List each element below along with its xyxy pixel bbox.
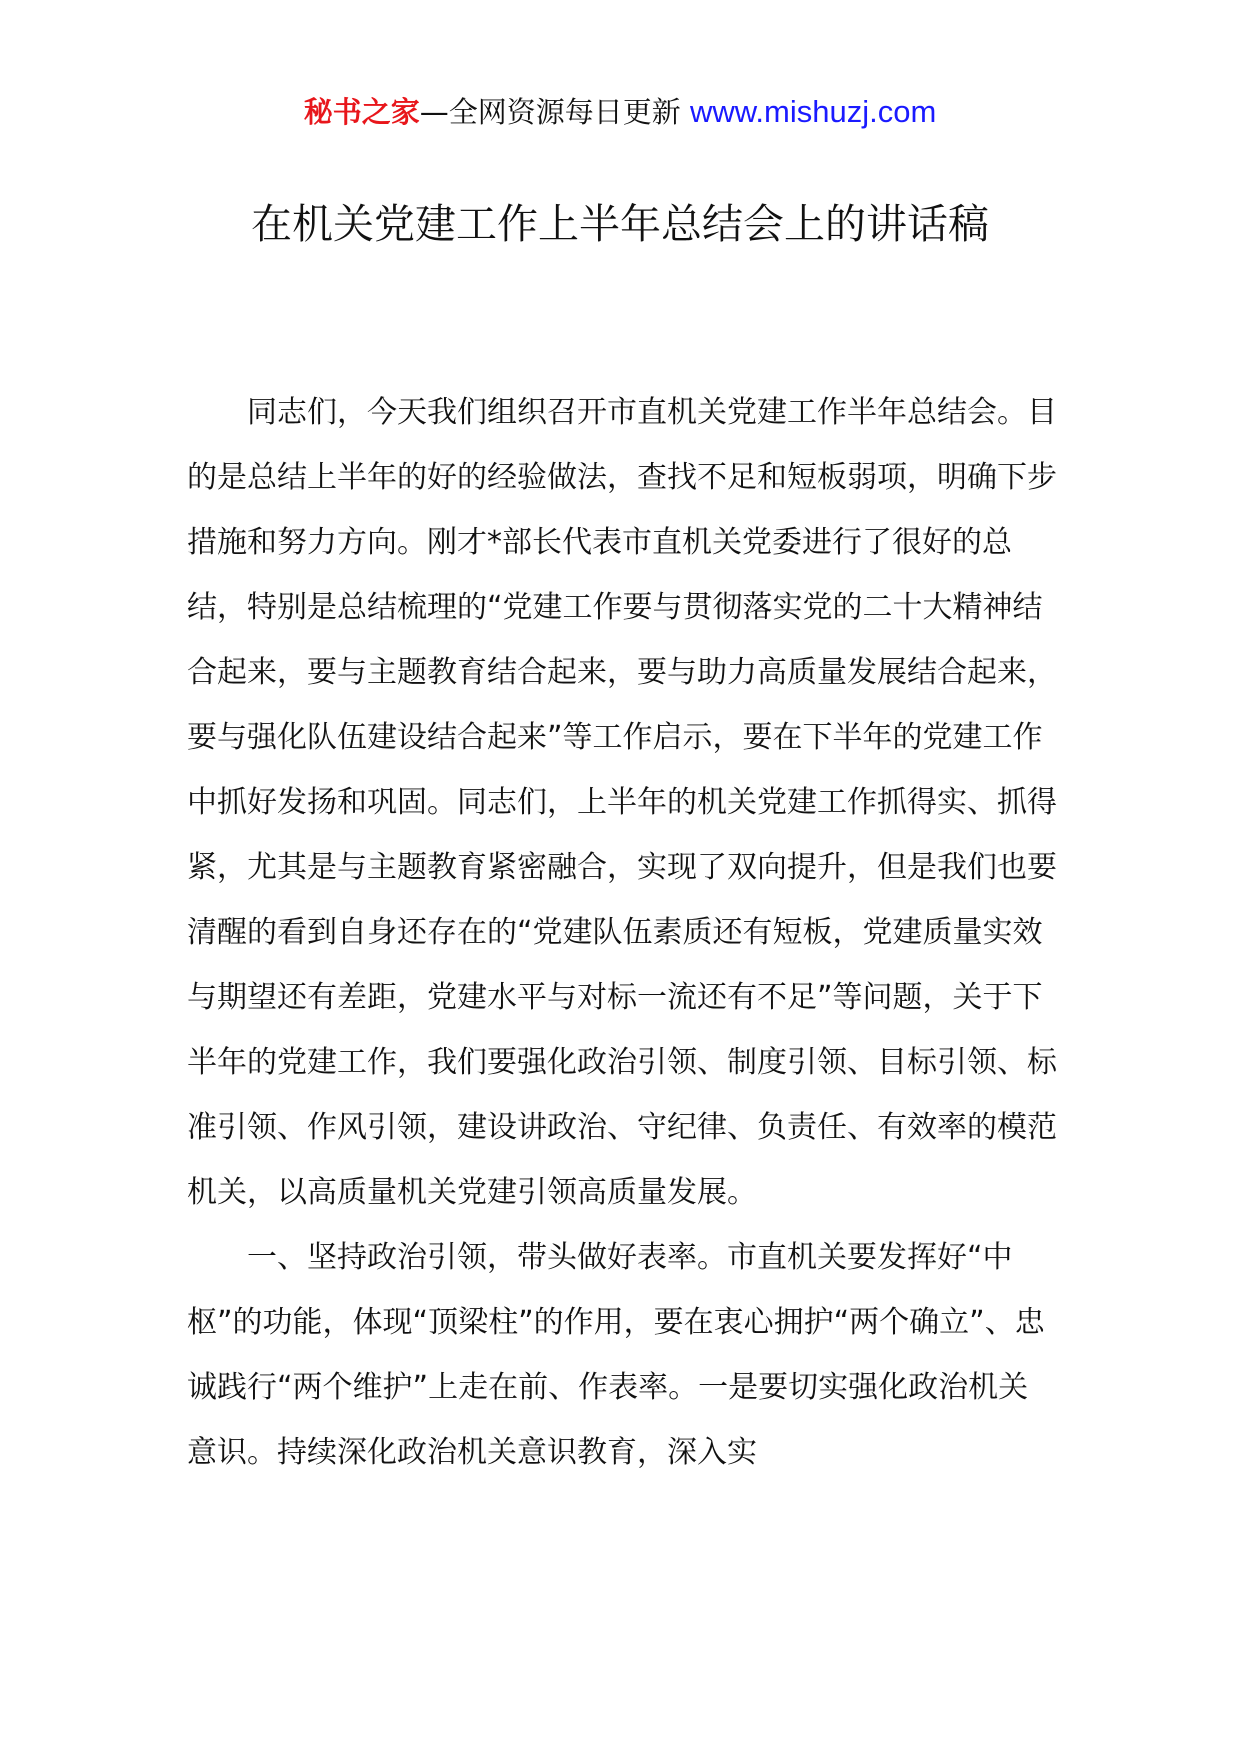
document-body — [187, 380, 1057, 1485]
site-header — [0, 92, 1240, 132]
brand-name: 秘书之家 — [303, 95, 420, 129]
header-slogan: —全网资源每日更新 — [419, 95, 690, 129]
site-url-link[interactable]: www.mishuzj.com — [689, 94, 937, 129]
paragraph: 同志们，今天我们组织召开市直机关党建工作半年总结会。目的是总结上半年的好的经验做法，查找不足和短板弱项，明确下步措施和努力方向。刚才*部长代表市直机关党委进行了很好的总结，特别是总结梳理的“党建工作要与贯彻落实党的二十大精神结合起来，要与主题教育结合起来，要与助力高质量发展结合起来，要与强化队伍建设结合起来”等工作启示，要在下半年的党建工作中抓好发扬和巩固。同志们，上半年的机关党建工作抓得实、抓得紧，尤其是与主题教育紧密融合，实现了双向提升，但是我们也要清醒的看到自身还存在的“党建队伍素质还有短板，党建质量实效与期望还有差距，党建水平与对标一流还有不足”等问题，关于下半年的党建工作，我们要强化政治引领、制度引领、目标引领、标准引领、作风引领，建设讲政治、守纪律、负责任、有效率的模范机关，以高质量机关党建引领高质量发展。 — [187, 395, 1057, 1210]
paragraph: 一、坚持政治引领，带头做好表率。市直机关要发挥好“中枢”的功能，体现“顶梁柱”的作用，要在衷心拥护“两个确立”、忠诚践行“两个维护”上走在前、作表率。一是要切实强化政治机关意识。持续深化政治机关意识教育，深入实 — [187, 1240, 1045, 1470]
document-title: 在机关党建工作上半年总结会上的讲话稿 — [251, 200, 989, 248]
